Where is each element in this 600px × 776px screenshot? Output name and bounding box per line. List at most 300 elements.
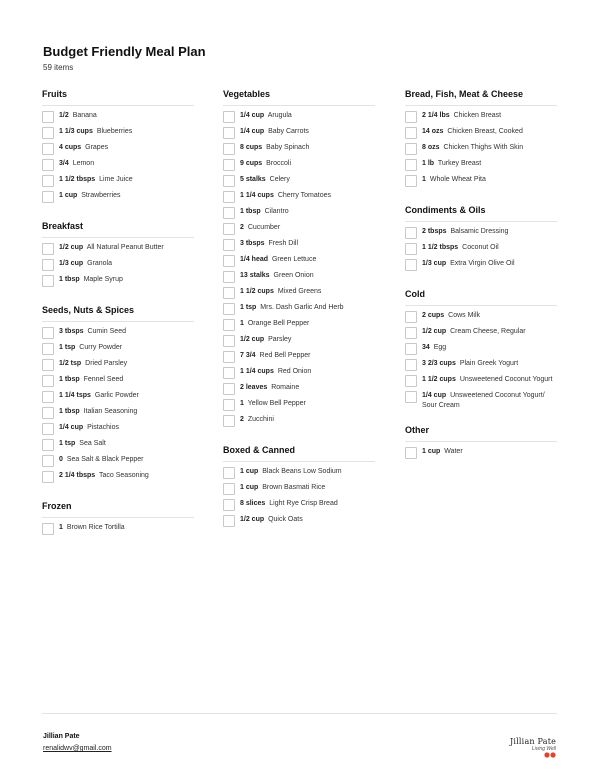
item-checkbox[interactable] [42, 343, 54, 355]
item-quantity: 1 tsp [240, 304, 257, 311]
item-checkbox[interactable] [42, 359, 54, 371]
item-text [422, 143, 523, 153]
item-quantity: 2 [240, 416, 244, 423]
item-quantity: 1/2 cup [240, 336, 265, 343]
item-quantity: 1 tsp [59, 440, 76, 447]
item-checkbox[interactable] [405, 447, 417, 459]
item-text [240, 515, 303, 525]
document-header [43, 44, 206, 72]
item-checkbox[interactable] [405, 127, 417, 139]
item-quantity: 1 1/4 cups [240, 192, 274, 199]
item-text [422, 447, 463, 457]
list-item [223, 335, 375, 351]
section-title: Breakfast [42, 221, 194, 238]
item-name: Mrs. Dash Garlic And Herb [260, 304, 344, 311]
item-quantity: 1 tbsp [240, 208, 261, 215]
item-checkbox[interactable] [223, 159, 235, 171]
item-name: Unsweetened Coconut Yogurt [459, 376, 553, 383]
item-text [59, 455, 144, 465]
list-item [223, 399, 375, 415]
list-item [42, 191, 194, 207]
item-checkbox[interactable] [223, 303, 235, 315]
section-frozen [42, 501, 194, 539]
item-text [422, 243, 499, 253]
item-count: 59 items [43, 63, 74, 72]
list-item [405, 159, 557, 175]
item-name: Lemon [72, 160, 95, 167]
item-text [59, 327, 126, 337]
item-name: Blueberries [96, 128, 133, 135]
list-item [405, 259, 557, 275]
section-title: Boxed & Canned [223, 445, 375, 462]
item-text [240, 239, 298, 249]
item-text [59, 423, 119, 433]
section-cold [405, 289, 557, 411]
list-item [223, 483, 375, 499]
logo-name: Jillian Pate [510, 737, 557, 746]
item-quantity: 1/4 cup [240, 112, 265, 119]
item-checkbox[interactable] [223, 287, 235, 299]
item-checkbox[interactable] [42, 471, 54, 483]
item-quantity: 1 [59, 524, 63, 531]
section-title: Vegetables [223, 89, 375, 106]
item-name: Sea Salt [79, 440, 106, 447]
section-title: Other [405, 425, 557, 442]
item-name: Cumin Seed [87, 328, 126, 335]
item-name: Yellow Bell Pepper [247, 400, 306, 407]
list-item [223, 287, 375, 303]
list-item [405, 311, 557, 327]
brand-logo [510, 737, 560, 752]
list-item [223, 515, 375, 531]
list-item [223, 499, 375, 515]
item-name: Red Bell Pepper [259, 352, 311, 359]
list-item [42, 391, 194, 407]
item-checkbox[interactable] [223, 239, 235, 251]
item-name: Quick Oats [268, 516, 303, 523]
item-name: Turkey Breast [437, 160, 482, 167]
list-item [223, 271, 375, 287]
item-checkbox[interactable] [223, 467, 235, 479]
item-text [240, 207, 289, 217]
item-text [422, 391, 557, 411]
item-text [59, 191, 121, 201]
item-text [59, 407, 137, 417]
item-text [422, 175, 486, 185]
item-checkbox[interactable] [405, 343, 417, 355]
logo-tagline: Living Well [531, 746, 556, 752]
item-quantity: 5 stalks [240, 176, 266, 183]
item-quantity: 1/4 cup [240, 128, 265, 135]
item-text [240, 499, 338, 509]
list-item [405, 327, 557, 343]
item-name: Fresh Dill [268, 240, 299, 247]
item-quantity: 4 cups [59, 144, 82, 151]
list-item [42, 327, 194, 343]
item-quantity: 1/4 head [240, 256, 269, 263]
item-text [240, 383, 299, 393]
item-name: Coconut Oil [462, 244, 499, 251]
item-name: Plain Greek Yogurt [459, 360, 519, 367]
item-name: Strawberries [81, 192, 121, 199]
list-item [223, 159, 375, 175]
item-checkbox[interactable] [223, 351, 235, 363]
item-quantity: 1 1/2 cups [240, 288, 274, 295]
item-quantity: 2 1/4 tbsps [59, 472, 96, 479]
list-item [223, 239, 375, 255]
item-checkbox[interactable] [42, 143, 54, 155]
item-name: Water [444, 448, 463, 455]
item-text [59, 243, 164, 253]
item-name: Maple Syrup [83, 276, 123, 283]
item-name: Orange Bell Pepper [247, 320, 310, 327]
item-name: Cilantro [264, 208, 289, 215]
item-text [240, 367, 311, 377]
item-quantity: 1 cup [59, 192, 78, 199]
item-text [240, 111, 292, 121]
item-checkbox[interactable] [42, 375, 54, 387]
item-name: Italian Seasoning [83, 408, 138, 415]
item-checkbox[interactable] [223, 515, 235, 527]
item-checkbox[interactable] [223, 415, 235, 427]
item-checkbox[interactable] [42, 159, 54, 171]
item-text [422, 259, 515, 269]
item-text [240, 271, 314, 281]
list-item [223, 223, 375, 239]
list-item [405, 243, 557, 259]
list-item [42, 175, 194, 191]
item-quantity: 1 cup [240, 484, 259, 491]
item-text [59, 127, 132, 137]
list-item [405, 111, 557, 127]
section-seeds-nuts-spices [42, 305, 194, 487]
item-quantity: 1 tbsp [59, 376, 80, 383]
item-name: Lime Juice [99, 176, 133, 183]
item-text [59, 275, 123, 285]
item-checkbox[interactable] [223, 383, 235, 395]
item-quantity: 2 tbsps [422, 228, 447, 235]
item-checkbox[interactable] [405, 159, 417, 171]
item-name: Balsamic Dressing [450, 228, 509, 235]
item-name: Romaine [271, 384, 300, 391]
author-name: Jillian Pate [43, 733, 80, 740]
item-checkbox[interactable] [405, 227, 417, 239]
list-item [42, 439, 194, 455]
item-checkbox[interactable] [405, 259, 417, 271]
list-item [223, 143, 375, 159]
item-text [240, 483, 325, 493]
list-item [405, 227, 557, 243]
item-name: Cream Cheese, Regular [450, 328, 526, 335]
footer-divider [42, 713, 557, 714]
item-name: Green Lettuce [271, 256, 317, 263]
item-quantity: 2 leaves [240, 384, 268, 391]
item-text [422, 227, 508, 237]
item-quantity: 3 tbsps [59, 328, 84, 335]
list-item [223, 467, 375, 483]
item-checkbox[interactable] [405, 243, 417, 255]
item-checkbox[interactable] [223, 191, 235, 203]
list-item [223, 351, 375, 367]
list-item [223, 127, 375, 143]
item-checkbox[interactable] [223, 335, 235, 347]
item-name: Baby Spinach [266, 144, 310, 151]
list-item [405, 127, 557, 143]
list-item [42, 455, 194, 471]
item-checkbox[interactable] [223, 111, 235, 123]
list-item [405, 143, 557, 159]
item-quantity: 1/3 cup [59, 260, 84, 267]
section-condiments-oils [405, 205, 557, 275]
list-item [405, 343, 557, 359]
item-quantity: 34 [422, 344, 430, 351]
item-checkbox[interactable] [405, 359, 417, 371]
item-checkbox[interactable] [223, 223, 235, 235]
page-title: Budget Friendly Meal Plan [43, 44, 206, 59]
list-item [405, 447, 557, 463]
item-quantity: 1/2 cup [422, 328, 447, 335]
item-text [59, 391, 139, 401]
item-name: Fennel Seed [83, 376, 124, 383]
item-name: Baby Carrots [268, 128, 309, 135]
item-text [59, 359, 127, 369]
item-checkbox[interactable] [42, 327, 54, 339]
item-checkbox[interactable] [42, 275, 54, 287]
item-name: Unsweetened Coconut Yogurt/ Sour Cream [422, 392, 545, 409]
item-quantity: 7 3/4 [240, 352, 256, 359]
item-name: All Natural Peanut Butter [86, 244, 164, 251]
item-quantity: 1/3 cup [422, 260, 447, 267]
item-quantity: 1/2 cup [240, 516, 265, 523]
item-checkbox[interactable] [42, 523, 54, 535]
item-name: Whole Wheat Pita [429, 176, 486, 183]
item-quantity: 13 stalks [240, 272, 270, 279]
item-name: Mixed Greens [277, 288, 322, 295]
item-name: Taco Seasoning [99, 472, 149, 479]
item-checkbox[interactable] [42, 423, 54, 435]
item-text [240, 191, 331, 201]
logo-mark-left [544, 752, 549, 757]
item-checkbox[interactable] [223, 175, 235, 187]
item-checkbox[interactable] [42, 111, 54, 123]
item-name: Curry Powder [79, 344, 123, 351]
item-checkbox[interactable] [42, 455, 54, 467]
list-item [42, 407, 194, 423]
item-text [422, 111, 501, 121]
item-name: Green Onion [273, 272, 314, 279]
section-title: Seeds, Nuts & Spices [42, 305, 194, 322]
item-name: Extra Virgin Olive Oil [450, 260, 515, 267]
list-item [223, 383, 375, 399]
logo-heart-icon [544, 751, 556, 759]
item-checkbox[interactable] [223, 143, 235, 155]
list-item [42, 259, 194, 275]
list-item [405, 175, 557, 191]
item-text [59, 471, 149, 481]
section-title: Fruits [42, 89, 194, 106]
item-checkbox[interactable] [223, 483, 235, 495]
item-checkbox[interactable] [42, 391, 54, 403]
section-vegetables [223, 89, 375, 431]
item-name: Arugula [267, 112, 292, 119]
item-text [59, 111, 97, 121]
item-text [240, 415, 274, 425]
item-quantity: 0 [59, 456, 63, 463]
item-quantity: 1/2 cup [59, 244, 84, 251]
list-item [223, 111, 375, 127]
item-quantity: 1 1/2 tbsps [422, 244, 459, 251]
item-quantity: 1 [240, 400, 244, 407]
item-text [240, 399, 306, 409]
item-text [59, 159, 94, 169]
item-checkbox[interactable] [42, 407, 54, 419]
item-name: Black Beans Low Sodium [262, 468, 342, 475]
item-name: Red Onion [277, 368, 312, 375]
list-item [42, 523, 194, 539]
section-title: Bread, Fish, Meat & Cheese [405, 89, 557, 106]
item-checkbox[interactable] [42, 243, 54, 255]
item-quantity: 8 cups [240, 144, 263, 151]
item-checkbox[interactable] [223, 271, 235, 283]
list-item [405, 359, 557, 375]
item-name: Parsley [268, 336, 292, 343]
item-quantity: 2 1/4 lbs [422, 112, 450, 119]
item-name: Sea Salt & Black Pepper [66, 456, 144, 463]
list-item [223, 367, 375, 383]
item-checkbox[interactable] [42, 439, 54, 451]
item-checkbox[interactable] [223, 499, 235, 511]
item-name: Zucchini [247, 416, 274, 423]
item-quantity: 8 slices [240, 500, 266, 507]
list-item [42, 111, 194, 127]
item-quantity: 1 1/4 tsps [59, 392, 91, 399]
item-name: Broccoli [266, 160, 292, 167]
list-item [405, 391, 557, 411]
list-item [223, 175, 375, 191]
item-text [422, 311, 480, 321]
item-quantity: 14 ozs [422, 128, 444, 135]
list-item [42, 343, 194, 359]
list-item [223, 415, 375, 431]
section-title: Frozen [42, 501, 194, 518]
item-name: Garlic Powder [94, 392, 139, 399]
item-text [240, 255, 316, 265]
item-checkbox[interactable] [223, 127, 235, 139]
item-checkbox[interactable] [223, 255, 235, 267]
item-text [240, 143, 309, 153]
column-3 [405, 89, 557, 477]
item-quantity: 1 [240, 320, 244, 327]
item-checkbox[interactable] [223, 319, 235, 331]
column-2 [223, 89, 375, 545]
item-checkbox[interactable] [405, 327, 417, 339]
section-bread-fish-meat-cheese [405, 89, 557, 191]
item-checkbox[interactable] [223, 207, 235, 219]
item-checkbox[interactable] [405, 311, 417, 323]
item-quantity: 3/4 [59, 160, 69, 167]
item-text [240, 303, 344, 313]
item-text [240, 127, 309, 137]
item-text [422, 343, 446, 353]
list-item [42, 159, 194, 175]
item-name: Cucumber [247, 224, 281, 231]
item-text [422, 375, 552, 385]
item-name: Celery [269, 176, 290, 183]
list-item [223, 191, 375, 207]
section-title: Cold [405, 289, 557, 306]
item-text [240, 351, 311, 361]
author-email-link[interactable]: renalidwv@gmail.com [43, 745, 112, 752]
item-quantity: 1/4 cup [422, 392, 447, 399]
item-text [240, 159, 291, 169]
item-name: Light Rye Crisp Bread [269, 500, 338, 507]
list-item [405, 375, 557, 391]
list-item [42, 359, 194, 375]
list-item [223, 207, 375, 223]
item-quantity: 9 cups [240, 160, 263, 167]
list-item [223, 303, 375, 319]
item-text [59, 143, 108, 153]
item-checkbox[interactable] [405, 375, 417, 387]
item-quantity: 1 1/4 cups [240, 368, 274, 375]
item-checkbox[interactable] [42, 127, 54, 139]
item-checkbox[interactable] [42, 259, 54, 271]
item-checkbox[interactable] [405, 391, 417, 403]
item-quantity: 1 cup [422, 448, 441, 455]
item-name: Chicken Breast, Cooked [447, 128, 523, 135]
section-breakfast [42, 221, 194, 291]
item-text [240, 319, 309, 329]
item-quantity: 1/4 cup [59, 424, 84, 431]
item-text [59, 375, 123, 385]
item-checkbox[interactable] [405, 111, 417, 123]
item-quantity: 1 tbsp [59, 408, 80, 415]
item-text [59, 343, 122, 353]
item-text [240, 335, 291, 345]
item-quantity: 1 1/3 cups [59, 128, 93, 135]
item-quantity: 1 1/2 tbsps [59, 176, 96, 183]
item-name: Chicken Thighs With Skin [443, 144, 524, 151]
list-item [223, 255, 375, 271]
item-text [422, 127, 523, 137]
section-other [405, 425, 557, 463]
item-name: Chicken Breast [453, 112, 502, 119]
section-fruits [42, 89, 194, 207]
item-text [59, 439, 106, 449]
item-text [422, 359, 518, 369]
item-name: Egg [433, 344, 447, 351]
item-text [59, 259, 112, 269]
item-quantity: 1 1/2 cups [422, 376, 456, 383]
item-checkbox[interactable] [223, 399, 235, 411]
list-item [223, 319, 375, 335]
list-item [42, 275, 194, 291]
item-checkbox[interactable] [405, 143, 417, 155]
item-name: Brown Rice Tortilla [66, 524, 125, 531]
item-quantity: 1 [422, 176, 426, 183]
item-name: Brown Basmati Rice [262, 484, 326, 491]
section-boxed-canned [223, 445, 375, 531]
item-checkbox[interactable] [42, 191, 54, 203]
item-text [422, 327, 526, 337]
item-checkbox[interactable] [405, 175, 417, 187]
section-title: Condiments & Oils [405, 205, 557, 222]
list-item [42, 127, 194, 143]
item-checkbox[interactable] [223, 367, 235, 379]
item-text [240, 467, 342, 477]
item-checkbox[interactable] [42, 175, 54, 187]
item-text [240, 175, 290, 185]
